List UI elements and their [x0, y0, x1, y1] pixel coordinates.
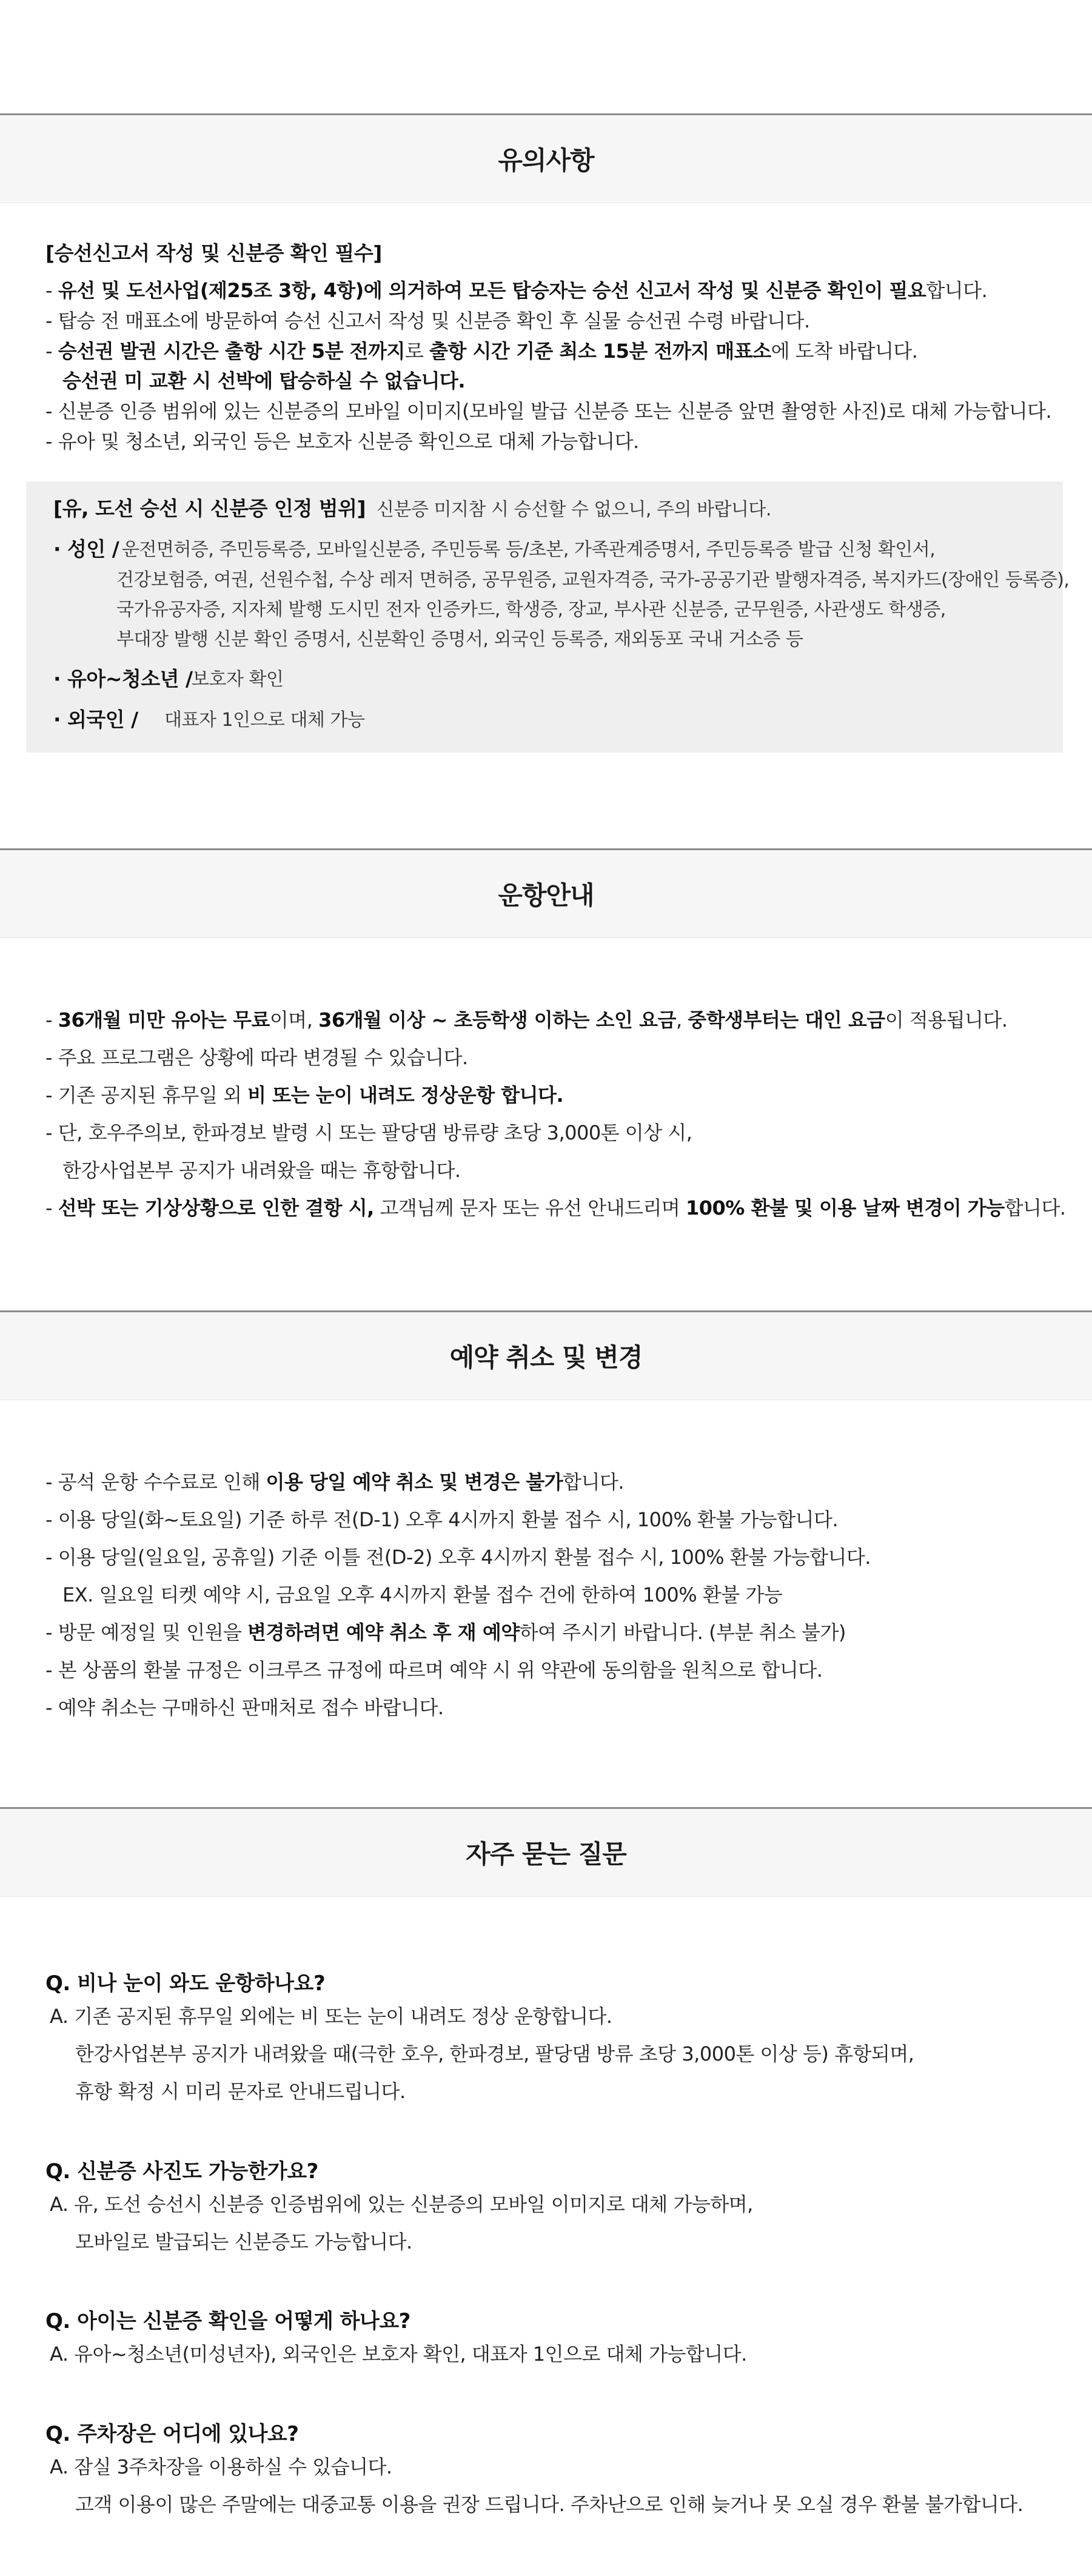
faq-section-header: [0, 1807, 1092, 1897]
faq-question: Q. 비나 눈이 와도 운항하나요?: [45, 1971, 326, 1996]
operation-item: - 기존 공지된 휴무일 외 비 또는 눈이 내려도 정상운항 합니다.: [45, 1084, 564, 1107]
faq-answer: 한강사업본부 공지가 내려왔을 때(극한 호우, 한파경보, 팔당댐 방류 초당 3,000톤 이상 등) 휴항되며,: [75, 2042, 914, 2065]
faq-question: Q. 아이는 신분증 확인을 어떻게 하나요?: [45, 2309, 410, 2333]
id-scope-heading: [유, 도선 승선 시 신분증 인정 범위]: [53, 497, 366, 520]
notice-item: 승선권 미 교환 시 선박에 탑승하실 수 없습니다.: [62, 369, 465, 392]
foreigner-label: · 외국인 /: [53, 708, 138, 731]
adult-label: · 성인 /: [53, 537, 119, 561]
faq-question: Q. 주차장은 어디에 있나요?: [45, 2422, 299, 2446]
cancel-item: - 이용 당일(일요일, 공휴일) 기준 이틀 전(D-2) 오후 4시까지 환불 접수 시, 100% 환불 가능합니다.: [45, 1546, 871, 1569]
faq-answer: A. 유, 도선 승선시 신분증 인증범위에 있는 신분증의 모바일 이미지로 대체 가능하며,: [50, 2193, 753, 2216]
notice-item: - 탑승 전 매표소에 방문하여 승선 신고서 작성 및 신분증 확인 후 실물 승선권 수령 바랍니다.: [45, 309, 810, 332]
notice-item: - 승선권 발권 시간은 출항 시간 5분 전까지로 출항 시간 기준 최소 15분 전까지 매표소에 도착 바랍니다.: [45, 340, 918, 363]
youth-value: 보호자 확인: [192, 669, 284, 690]
cancel-item: EX. 일요일 티켓 예약 시, 금요일 오후 4시까지 환불 접수 건에 한하여 100% 환불 가능: [62, 1583, 783, 1606]
operation-item: - 36개월 미만 유아는 무료이며, 36개월 이상 ~ 초등학생 이하는 소인 요금, 중학생부터는 대인 요금이 적용됩니다.: [45, 1008, 1008, 1031]
adult-id-line: 국가유공자증, 지자체 발행 도시민 전자 인증카드, 학생증, 장교, 부사관 신분증, 군무원증, 사관생도 학생증,: [116, 599, 946, 620]
cancel-item: - 이용 당일(화~토요일) 기준 하루 전(D-1) 오후 4시까지 환불 접수 시, 100% 환불 가능합니다.: [45, 1508, 839, 1531]
foreigner-value: 대표자 1인으로 대체 가능: [164, 709, 365, 731]
notice-item: - 유선 및 도선사업(제25조 3항, 4항)에 의거하여 모든 탑승자는 승선 신고서 작성 및 신분증 확인이 필요합니다.: [45, 279, 988, 302]
notice-item: - 유아 및 청소년, 외국인 등은 보호자 신분증 확인으로 대체 가능합니다.: [45, 430, 639, 453]
faq-answer: 고객 이용이 많은 주말에는 대중교통 이용을 권장 드립니다. 주차난으로 인해 늦거나 못 오실 경우 환불 불가합니다.: [75, 2493, 1023, 2516]
faq-answer: A. 기존 공지된 휴무일 외에는 비 또는 눈이 내려도 정상 운항합니다.: [50, 2005, 612, 2028]
notice-title: 유의사항: [498, 146, 594, 175]
cancel-item: - 방문 예정일 및 인원을 변경하려면 예약 취소 후 재 예약하여 주시기 바랍니다. (부분 취소 불가): [45, 1621, 846, 1644]
operation-item: - 주요 프로그램은 상황에 따라 변경될 수 있습니다.: [45, 1046, 468, 1069]
notice-section-header: [0, 113, 1092, 203]
notice-item: - 신분증 인증 범위에 있는 신분증의 모바일 이미지(모바일 발급 신분증 또는 신분증 앞면 촬영한 사진)로 대체 가능합니다.: [45, 400, 1052, 423]
cancel-item: - 예약 취소는 구매하신 판매처로 접수 바랍니다.: [45, 1696, 444, 1719]
faq-answer: 휴항 확정 시 미리 문자로 안내드립니다.: [75, 2080, 406, 2103]
operation-section-header: [0, 848, 1092, 938]
faq-answer: A. 유아~청소년(미성년자), 외국인은 보호자 확인, 대표자 1인으로 대체 가능합니다.: [50, 2343, 747, 2366]
operation-title: 운항안내: [498, 880, 594, 910]
id-scope-note: 신분증 미지참 시 승선할 수 없으니, 주의 바랍니다.: [377, 499, 771, 520]
faq-title: 자주 묻는 질문: [466, 1839, 626, 1869]
adult-id-line: 부대장 발행 신분 확인 증명서, 신분확인 증명서, 외국인 등록증, 재외동포 국내 거소증 등: [116, 629, 803, 650]
operation-item: - 단, 호우주의보, 한파경보 발령 시 또는 팔당댐 방류량 초당 3,000톤 이상 시,: [45, 1121, 692, 1144]
faq-question: Q. 신분증 사진도 가능한가요?: [45, 2159, 318, 2184]
youth-label: · 유아~청소년 /: [53, 667, 193, 691]
cancel-title: 예약 취소 및 변경: [449, 1343, 643, 1372]
faq-answer: 모바일로 발급되는 신분증도 가능합니다.: [75, 2230, 412, 2253]
adult-id-line: 운전면허증, 주민등록증, 모바일신분증, 주민등록 등/초본, 가족관계증명서, 주민등록증 발급 신청 확인서,: [122, 539, 936, 560]
operation-item: 한강사업본부 공지가 내려왔을 때는 휴항합니다.: [62, 1159, 461, 1182]
notice-subtitle: [승선신고서 작성 및 신분증 확인 필수]: [45, 241, 382, 265]
adult-id-line: 건강보험증, 여권, 선원수첩, 수상 레저 면허증, 공무원증, 교원자격증, 국가-공공기관 발행자격증, 복지카드(장애인 등록증),: [116, 569, 1070, 591]
cancel-item: - 본 상품의 환불 규정은 이크루즈 규정에 따르며 예약 시 위 약관에 동의함을 원칙으로 합니다.: [45, 1659, 823, 1682]
id-scope-box: [26, 481, 1070, 753]
cancel-item: - 공석 운항 수수료로 인해 이용 당일 예약 취소 및 변경은 불가합니다.: [45, 1471, 625, 1494]
faq-answer: A. 잠실 3주차장을 이용하실 수 있습니다.: [50, 2455, 392, 2478]
operation-item: - 선박 또는 기상상황으로 인한 결항 시, 고객님께 문자 또는 유선 안내드리며 100% 환불 및 이용 날짜 변경이 가능합니다.: [45, 1196, 1066, 1219]
cancel-section-header: [0, 1310, 1092, 1400]
